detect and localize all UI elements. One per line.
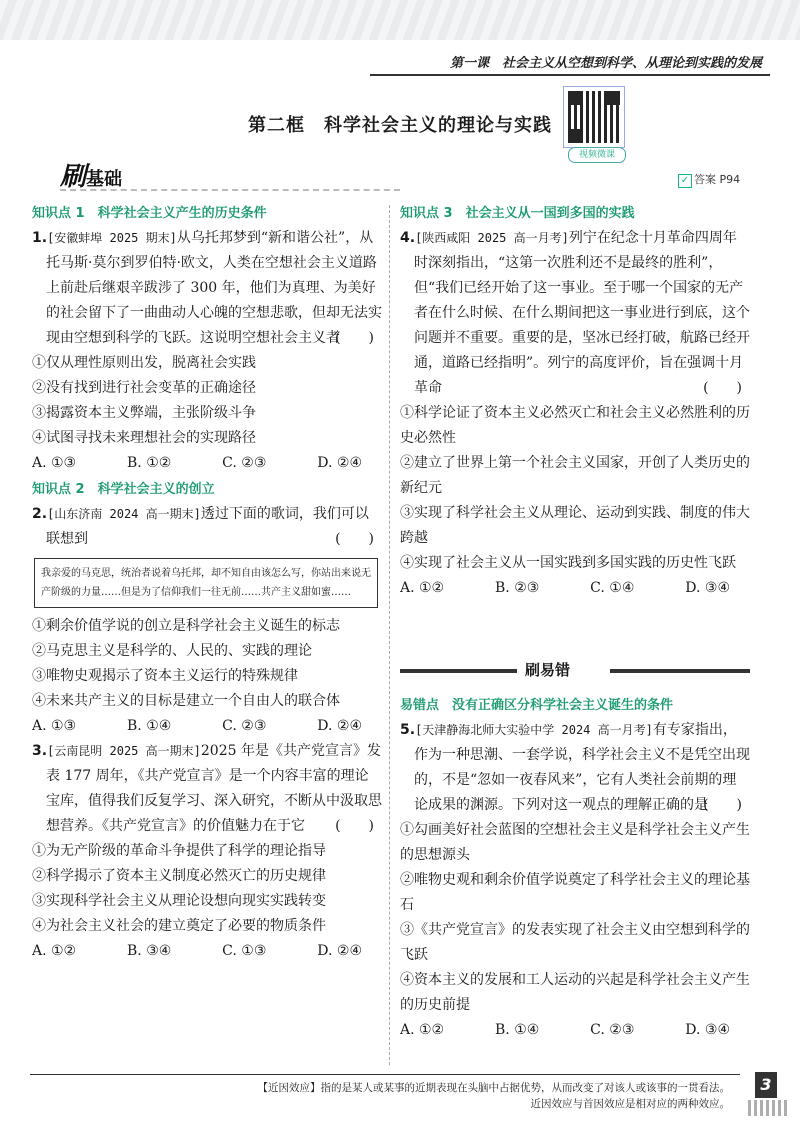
option: ④实现了社会主义从一国实践到多国实践的历史性飞跃: [400, 555, 736, 571]
option: ①剩余价值学说的创立是科学社会主义诞生的标志: [32, 618, 340, 634]
knowledge-point-2: 知识点 2 科学社会主义的创立: [32, 482, 215, 497]
choice-b[interactable]: B. ①④: [127, 718, 172, 734]
qr-code-pattern: [568, 91, 620, 143]
question-5: [400, 718, 750, 1043]
choice-b[interactable]: B. ②③: [495, 580, 540, 596]
option: ④试图寻找未来理想社会的实现路径: [32, 430, 256, 446]
option: ①仅从理性原则出发，脱离社会实践: [32, 355, 256, 371]
choice-d[interactable]: D. ③④: [685, 580, 730, 596]
question-stem: 列宁在纪念十月革命四周年时深刻指出，“这第一次胜利还不是最终的胜利”，但“我们已经开始了这一事业。至于哪一个国家的无产者在什么时候、在什么期间把这一事业进行到底，这个问题并不重要。重要的是，坚冰已经打破，航路已经开通，道路已经指明”。列宁的高度评价，旨在强调十月革命: [414, 230, 750, 396]
question-number: 4.: [400, 230, 416, 246]
option: ①科学论证了资本主义必然灭亡和社会主义必然胜利的历史必然性: [400, 405, 750, 446]
header-title: 第一课 社会主义从空想到科学、从理论到实践的发展: [449, 56, 762, 71]
qr-code[interactable]: [563, 86, 625, 148]
option: ②唯物史观和剩余价值学说奠定了科学社会主义的理论基石: [400, 872, 750, 913]
choice-c[interactable]: C. ②③: [222, 718, 267, 734]
page-number: 3: [755, 1072, 777, 1098]
question-number: 1.: [32, 230, 48, 246]
answer-choices: [32, 451, 382, 476]
question-number: 2.: [32, 506, 48, 522]
section-title: 第二框 科学社会主义的理论与实践: [248, 115, 552, 136]
question-source: [山东济南 2024 高一期末]: [47, 507, 201, 521]
question-source: [陕西咸阳 2025 高一月考]: [415, 231, 569, 245]
answer-reference: [678, 171, 740, 188]
answer-blank: ( ): [335, 330, 374, 346]
choice-c[interactable]: C. ②③: [222, 455, 267, 471]
heading-rule-left: [400, 669, 520, 673]
page-decoration: [748, 1100, 788, 1116]
option: ③唯物史观揭示了资本主义运行的特殊规律: [32, 668, 298, 684]
choice-a[interactable]: A. ①②: [400, 1022, 445, 1038]
option: ②建立了世界上第一个社会主义国家，开创了人类历史的新纪元: [400, 455, 750, 496]
choice-a[interactable]: A. ①②: [400, 580, 445, 596]
badge-char: 刷: [60, 162, 87, 192]
choice-c[interactable]: C. ①④: [590, 580, 635, 596]
question-4: [400, 226, 750, 601]
option: ④资本主义的发展和工人运动的兴起是科学社会主义产生的历史前提: [400, 972, 750, 1013]
option: ②没有找到进行社会变革的正确途径: [32, 380, 256, 396]
lyrics-quote: 我亲爱的马克思，统治者说着乌托邦，却不知自由该怎么写，你站出来说无产阶级的力量……但是为了信仰我们一往无前……共产主义甜如蜜……: [34, 558, 378, 608]
option: ③揭露资本主义弊端，主张阶级斗争: [32, 405, 256, 421]
choice-a[interactable]: A. ①②: [32, 943, 77, 959]
choice-b[interactable]: B. ①④: [495, 1022, 540, 1038]
easy-error-label: 刷易错: [517, 659, 578, 680]
check-icon: ✓: [678, 174, 692, 188]
badge-rule: [60, 189, 400, 191]
question-stem: 有专家指出，作为一种思潮、一套学说，科学社会主义不是凭空出现的，不是“忽如一夜春风来”，它有人类社会前期的理论成果的渊源。下列对这一观点的理解正确的是: [414, 722, 750, 813]
choice-a[interactable]: A. ①③: [32, 455, 77, 471]
question-source: [安徽蚌埠 2025 期末]: [47, 231, 177, 245]
qr-video-label[interactable]: 视频微课: [568, 147, 626, 163]
answer-blank: ( ): [335, 818, 374, 834]
footer-rule: [30, 1074, 740, 1075]
option: ③《共产党宣言》的发表实现了社会主义由空想到科学的飞跃: [400, 922, 750, 963]
header-rule: [370, 74, 770, 76]
column-divider: [389, 205, 390, 1065]
choice-c[interactable]: C. ①③: [222, 943, 267, 959]
top-decorative-stripe: [0, 0, 800, 40]
knowledge-point-1: 知识点 1 科学社会主义产生的历史条件: [32, 206, 267, 221]
question-source: [天津静海北师大实验中学 2024 高一月考]: [415, 723, 653, 737]
question-1: [32, 226, 382, 476]
question-2: [32, 502, 382, 739]
choice-c[interactable]: C. ②③: [590, 1022, 635, 1038]
choice-b[interactable]: B. ①②: [127, 455, 172, 471]
question-number: 5.: [400, 722, 416, 738]
option: ②科学揭示了资本主义制度必然灭亡的历史规律: [32, 868, 326, 884]
error-point: 易错点 没有正确区分科学社会主义诞生的条件: [400, 698, 674, 713]
choice-d[interactable]: D. ②④: [317, 943, 362, 959]
question-stem: 从乌托邦梦到“新和谐公社”，从托马斯·莫尔到罗伯特·欧文，人类在空想社会主义道路上前赴后继艰辛跋涉了 300 年，他们为真理、为美好的社会留下了一曲曲动人心魄的空想悲歌，但却无法实现由空想到科学的飞跃。这说明空想社会主义者: [46, 230, 382, 346]
option: ①勾画美好社会蓝图的空想社会主义是科学社会主义产生的思想源头: [400, 822, 750, 863]
answer-choices: [32, 714, 382, 739]
option: ③实现科学社会主义从理论设想向现实实践转变: [32, 893, 326, 909]
choice-b[interactable]: B. ③④: [127, 943, 172, 959]
option: ④为社会主义社会的建立奠定了必要的物质条件: [32, 918, 326, 934]
right-column-lower: [400, 692, 750, 1043]
choice-d[interactable]: D. ②④: [317, 718, 362, 734]
answer-choices: [32, 939, 382, 964]
answer-blank: ( ): [703, 380, 742, 396]
badge-text: 基础: [86, 169, 123, 190]
basics-badge: [60, 156, 122, 193]
question-stem: 2025 年是《共产党宣言》发表 177 周年，《共产党宣言》是一个内容丰富的理论宝库，值得我们反复学习、深入研究，不断从中汲取思想营养。《共产党宣言》的价值魅力在于它: [46, 743, 382, 834]
option: ④未来共产主义的目标是建立一个自由人的联合体: [32, 693, 340, 709]
footer-note-line-1: 【近因效应】指的是某人或某事的近期表现在头脑中占据优势，从而改变了对该人或该事的一贯看法。: [257, 1082, 730, 1094]
question-3: [32, 739, 382, 964]
choice-d[interactable]: D. ②④: [317, 455, 362, 471]
choice-a[interactable]: A. ①③: [32, 718, 77, 734]
answer-blank: ( ): [335, 531, 374, 547]
footer-note: [160, 1080, 730, 1112]
answer-choices: [400, 1018, 750, 1043]
question-source: [云南昆明 2025 高一期末]: [47, 744, 201, 758]
option: ①为无产阶级的革命斗争提供了科学的理论指导: [32, 843, 326, 859]
left-column: [32, 200, 382, 964]
easy-error-heading: [400, 659, 750, 681]
right-column: [400, 200, 750, 601]
option: ②马克思主义是科学的、人民的、实践的理论: [32, 643, 312, 659]
question-stem: 透过下面的歌词，我们可以联想到: [46, 506, 369, 547]
question-number: 3.: [32, 743, 48, 759]
answer-choices: [400, 576, 750, 601]
knowledge-point-3: 知识点 3 社会主义从一国到多国的实践: [400, 206, 635, 221]
heading-rule-right: [610, 669, 750, 673]
footer-note-line-2: 近因效应与首因效应是相对应的两种效应。: [530, 1098, 730, 1110]
answer-reference-text: 答案 P94: [694, 173, 741, 186]
option: ③实现了科学社会主义从理论、运动到实践、制度的伟大跨越: [400, 505, 750, 546]
answer-blank: ( ): [703, 797, 742, 813]
choice-d[interactable]: D. ③④: [685, 1022, 730, 1038]
